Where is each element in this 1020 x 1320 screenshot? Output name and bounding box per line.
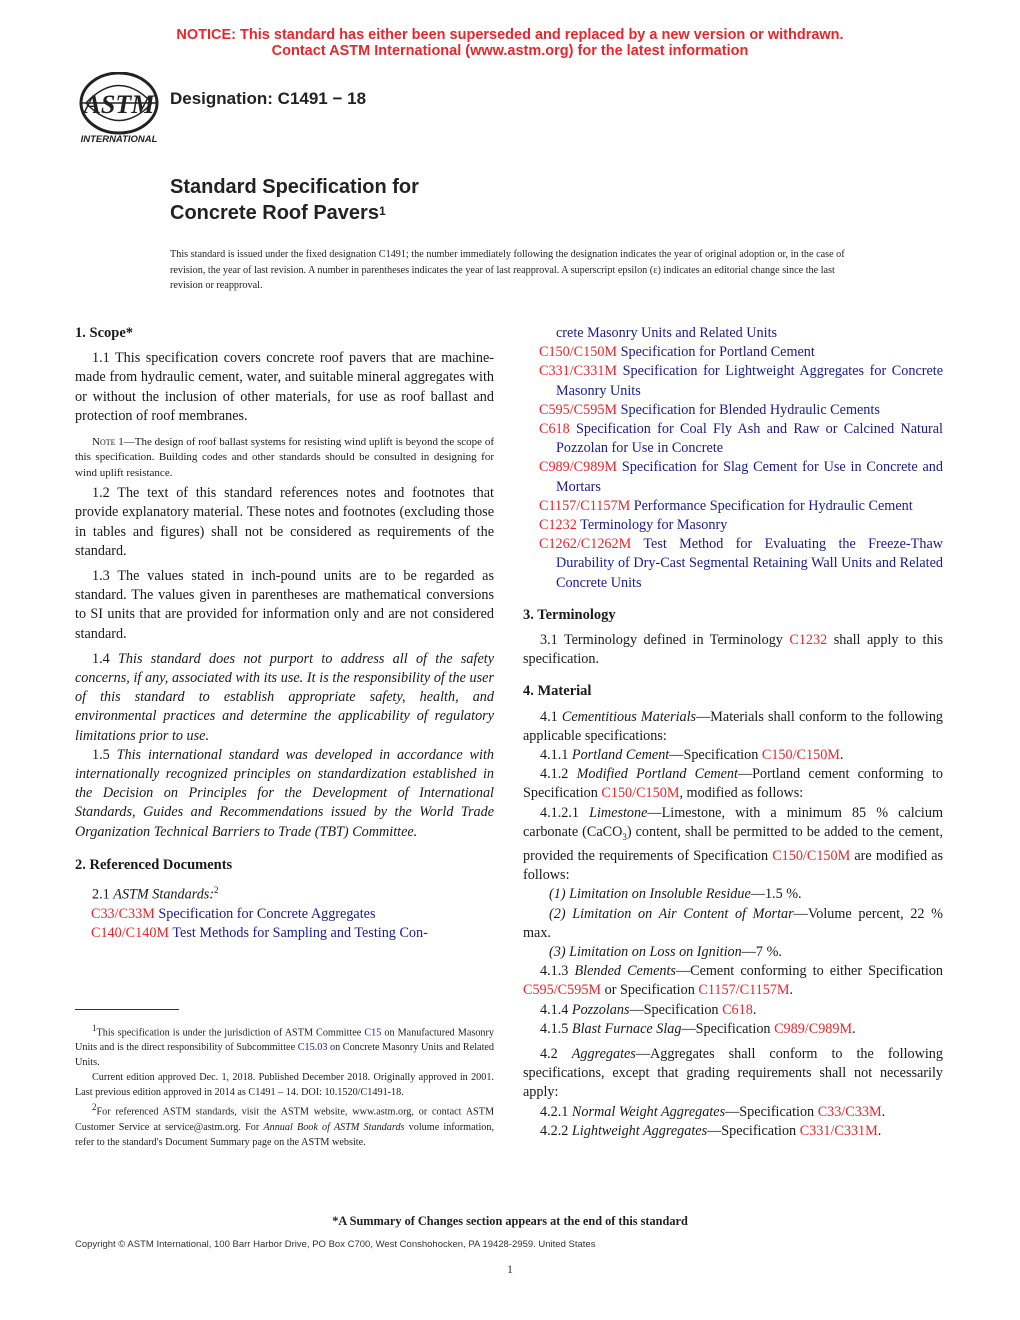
paragraph-1-2: 1.2 The text of this standard references notes and footnotes that provide explanatory material. These notes and footnotes (excluding those in tables and figures) shall not be considered as requirements of the standard. [75,485,494,559]
ref-code-link[interactable]: C595/C595M [539,401,618,418]
ref-link[interactable]: C1157/C1157M [698,982,790,999]
paragraph-3-1: 3.1 Terminology defined in Terminology C1232 shall apply to this specification. [523,632,943,668]
notice-line-2: Contact ASTM International (www.astm.org) for the latest information [271,43,749,59]
paragraph-1-3: 1.3 The values stated in inch-pound units are to be regarded as standard. The values given in parentheses are mathematical conversions to SI units that are provided for information only and are not considered standard. [75,568,494,642]
ref-link[interactable]: C989/C989M [774,1020,853,1037]
ref-c1262: C1262/C1262M Test Method for Evaluating the Freeze-Thaw Durability of Dry-Cast Segmental Retaining Wall Units and Related Concrete Units [539,536,943,591]
paragraph-4-1-4: 4.1.4 Pozzolans—Specification C618. [540,1001,757,1018]
section-heading-material: 4. Material [523,683,592,700]
ref-link[interactable]: C595/C595M [523,982,602,999]
limitation-2: (2) Limitation on Air Content of Mortar—Volume percent, 22 % max. [523,905,943,941]
paragraph-4-1-2: 4.1.2 Modified Portland Cement—Portland cement conforming to Specification C150/C150M, modified as follows: [523,766,943,802]
paragraph-4-2-1: 4.2.1 Normal Weight Aggregates—Specification C33/C33M. [540,1103,886,1120]
logo-letters: ASTM [83,90,155,119]
footnote-link-c15-03[interactable]: C15.03 [297,1042,328,1054]
notice-line-1: NOTICE: This standard has either been superseded and replaced by a new version or withdrawn. [176,27,844,43]
ref-code-link[interactable]: C1157/C1157M [539,497,631,514]
ref-c331: C331/C331M Specification for Lightweight Aggregates for Concrete Masonry Units [539,363,943,399]
summary-of-changes-note: *A Summary of Changes section appears at the end of this standard [332,1214,688,1228]
ref-code-link[interactable]: C1232 [539,517,577,534]
astm-logo [76,72,162,146]
ref-code-link[interactable]: C140/C140M [91,925,170,942]
page-number: 1 [507,1262,513,1276]
ref-code-link[interactable]: C150/C150M [539,344,618,361]
astm-logo-icon [76,72,162,146]
ref-code-link[interactable]: C989/C989M [539,459,618,476]
footnote-link-c15[interactable]: C15 [364,1027,382,1039]
paragraph-4-1-1: 4.1.1 Portland Cement—Specification C150/C150M. [540,747,844,764]
document-title [170,174,419,226]
footnote-2: $^2$For referenced ASTM standards, visit the ASTM website, www.astm.org, or contact ASTM Customer Service at service@astm.org. For Annual Book of ASTM Standards volume information, refer to the standard's Document Summary page on the ASTM website. [75,1102,495,1148]
copyright-line: Copyright © ASTM International, 100 Barr Harbor Drive, PO Box C700, West Conshohocken, PA 19428-2959. United States [75,1239,596,1250]
note-1: Note 1—The design of roof ballast systems for resisting wind uplift is beyond the scope of this specification. Building codes and other standards should be consulted in designing for wind uplift resistance. [75,436,494,479]
ref-link[interactable]: C331/C331M [799,1122,878,1139]
paragraph-1-5: 1.5 This international standard was developed in accordance with internationally recognized principles on standardization established in the Decision on Principles for the Development of International Standards, Guides and Recommendations issued by the World Trade Organization Technical Barriers to Trade (TBT) Committee. [75,746,494,840]
section-heading-scope: 1. Scope* [75,325,133,341]
ref-c140-part2: crete Masonry Units and Related Units [556,325,778,341]
paragraph-1-1: 1.1 This specification covers concrete roof pavers that are machine-made from hydraulic cement, water, and suitable mineral aggregates with or without the inclusion of other materials, for use as roof ballast and protection of roof membranes. [75,350,494,424]
footnote-1: $^1$This specification is under the jurisdiction of ASTM Committee C15 on Manufactured Masonry Units and is the direct responsibility of Subcommittee C15.03 on Concrete Masonry Units and Related Units. [75,1023,495,1069]
ref-code-link[interactable]: C331/C331M [539,363,618,380]
paragraph-4-1-3: 4.1.3 Blended Cements—Cement conforming to either Specification C595/C595M or Specification C1157/C1157M. [523,963,944,999]
ref-c1232: C1232 Terminology for Masonry [539,517,728,534]
paragraph-4-2: 4.2 Aggregates—Aggregates shall conform to the following specifications, except that grading requirements shall not necessarily apply: [523,1045,943,1101]
limitation-3: (3) Limitation on Loss on Ignition—7 %. [549,943,782,960]
right-column [523,324,943,1141]
footnotes [75,1021,494,1150]
logo-subtext: INTERNATIONAL [80,134,158,145]
footnote-rule [75,1009,179,1010]
ref-c150: C150/C150M Specification for Portland Cement [539,344,815,361]
section-heading-referenced-documents: 2. Referenced Documents [75,856,233,873]
paragraph-4-1-2-1: 4.1.2.1 Limestone—Limestone, with a minimum 85 % calcium carbonate (CaCO$_3$) content, shall be permitted to be added to the cement, provided the requirements of Specification C150/C150M are modified as follows: [523,804,944,884]
issuance-statement: This standard is issued under the fixed designation C1491; the number immediately following the designation indicates the year of original adoption or, in the case of revision, the year of last revision. A number in parentheses indicates the year of last reapproval. A superscript epsilon (ε) indicates an editorial change since the last revision or reapproval. [170,249,845,291]
ref-c33: C33/C33M Specification for Concrete Aggregates [91,906,376,923]
title-line-2: Concrete Roof Pavers$^1$ [170,202,386,224]
ref-link[interactable]: C150/C150M [601,785,680,802]
ref-code-link[interactable]: C1262/C1262M [539,536,632,553]
ref-link[interactable]: C150/C150M [761,747,840,764]
ref-link[interactable]: C150/C150M [772,847,851,864]
designation: Designation: C1491 − 18 [170,89,367,108]
title-footnote-marker: 1 [378,204,386,218]
paragraph-4-1-5: 4.1.5 Blast Furnace Slag—Specification C989/C989M. [540,1020,856,1037]
limitation-1: (1) Limitation on Insoluble Residue—1.5 %. [549,886,802,903]
withdrawal-notice [0,27,1020,59]
section-heading-terminology: 3. Terminology [523,606,616,623]
ref-link[interactable]: C618 [722,1001,753,1018]
left-column [75,324,494,943]
paragraph-2-1: 2.1 ASTM Standards:$^2$ [92,885,219,903]
paragraph-4-2-2: 4.2.2 Lightweight Aggregates—Specification C331/C331M. [540,1122,882,1139]
footnote-1-edition: Current edition approved Dec. 1, 2018. Published December 2018. Originally approved in 2001. Last previous edition approved in 2014 as C1491 – 14. DOI: 10.1520/C1491-18. [75,1072,494,1099]
ref-c140-part1: C140/C140M Test Methods for Sampling and Testing Con- [91,925,428,942]
ref-c989: C989/C989M Specification for Slag Cement for Use in Concrete and Mortars [539,459,943,495]
ref-link[interactable]: C33/C33M [817,1103,882,1120]
ref-c618: C618 Specification for Coal Fly Ash and Raw or Calcined Natural Pozzolan for Use in Concrete [539,421,944,457]
ref-link-c1232[interactable]: C1232 [789,632,828,649]
paragraph-1-4: 1.4 This standard does not purport to address all of the safety concerns, if any, associated with its use. It is the responsibility of the user of this standard to establish appropriate safety, health, and environmental practices and determine the applicability of regulatory limitations prior to use. [75,650,494,744]
ref-c1157: C1157/C1157M Performance Specification for Hydraulic Cement [539,497,913,514]
title-line-1: Standard Specification for [170,176,419,198]
paragraph-4-1: 4.1 Cementitious Materials—Materials shall conform to the following applicable specifications: [523,708,944,744]
ref-c595: C595/C595M Specification for Blended Hydraulic Cements [539,401,880,418]
ref-code-link[interactable]: C618 [539,421,570,438]
ref-code-link[interactable]: C33/C33M [91,906,155,923]
